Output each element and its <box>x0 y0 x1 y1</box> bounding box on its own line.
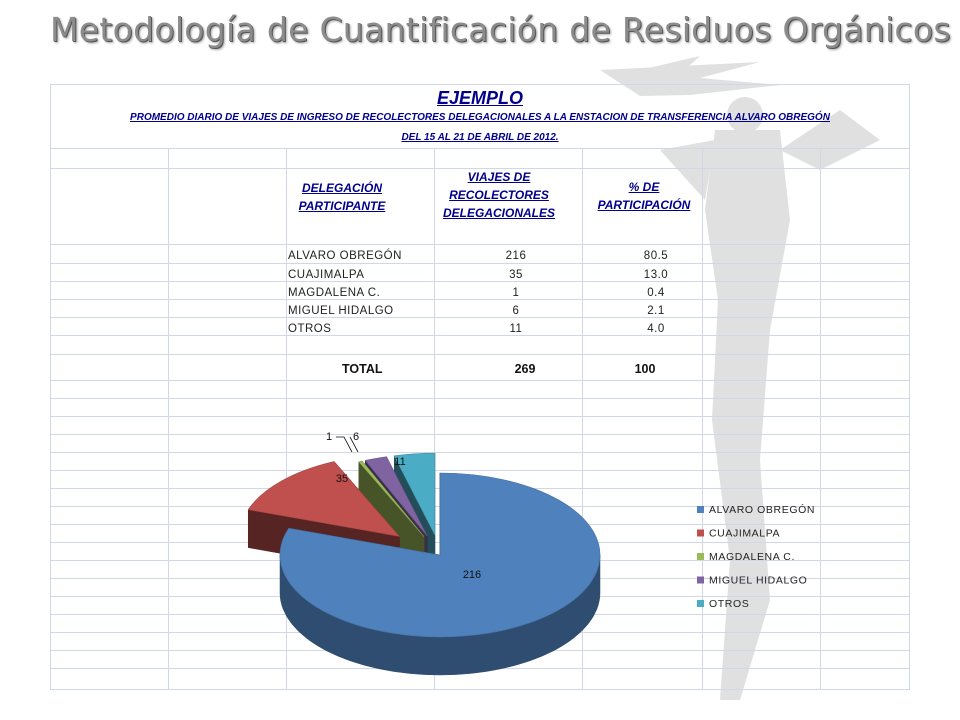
subtitle-line-1: PROMEDIO DIARIO DE VIAJES DE INGRESO DE RECOLECTORES DELEGACIONALES A LA ENSTACION DE TRANSFERENCIA ALVARO OBREGÓN <box>130 112 830 123</box>
header-porcentaje-line1: % DE <box>628 180 660 194</box>
row-pct: 4.0 <box>647 323 665 335</box>
row-name: ALVARO OBREGÓN <box>288 250 402 262</box>
legend-swatch <box>697 553 704 560</box>
pie-data-label: 6 <box>352 431 360 443</box>
legend-entry-label: MAGDALENA C. <box>709 551 795 563</box>
legend-swatch <box>697 577 704 584</box>
slide-title: Metodología de Cuantificación de Residuos Orgánicos <box>50 10 951 49</box>
pie-data-label: 216 <box>462 569 482 581</box>
row-pct: 2.1 <box>647 305 665 317</box>
header-delegacion-line1: DELEGACIÓN <box>301 181 382 195</box>
subtitle-line-2: DEL 15 AL 21 DE ABRIL DE 2012. <box>401 132 559 143</box>
example-title: EJEMPLO <box>436 88 524 108</box>
row-trips: 216 <box>505 250 527 262</box>
row-name: OTROS <box>288 323 332 335</box>
pie-data-label: 35 <box>335 473 349 485</box>
row-trips: 6 <box>512 305 520 317</box>
header-viajes-line2: RECOLECTORES <box>449 188 549 202</box>
legend-entry-label: MIGUEL HIDALGO <box>709 574 808 587</box>
header-viajes-line3: DELEGACIONALES <box>442 206 555 220</box>
row-trips: 1 <box>512 287 520 299</box>
row-name: MIGUEL HIDALGO <box>288 305 394 317</box>
row-trips: 35 <box>509 269 523 281</box>
total-label: TOTAL <box>342 362 383 376</box>
row-name: CUAJIMALPA <box>288 269 365 281</box>
legend-entry-label: OTROS <box>709 598 750 610</box>
legend-swatch <box>697 530 704 537</box>
pie-data-label: 11 <box>394 456 406 468</box>
legend-swatch <box>697 600 704 607</box>
pie-data-label: 1 <box>325 431 333 443</box>
header-viajes-line1: VIAJES DE <box>467 170 531 184</box>
header-delegacion-line2: PARTICIPANTE <box>298 199 386 213</box>
row-pct: 0.4 <box>647 287 665 299</box>
header-porcentaje-line2: PARTICIPACIÓN <box>597 198 691 212</box>
row-trips: 11 <box>509 323 523 335</box>
row-pct: 13.0 <box>643 269 669 281</box>
total-pct: 100 <box>634 362 656 376</box>
legend-entry-label: CUAJIMALPA <box>709 527 781 540</box>
row-pct: 80.5 <box>643 250 669 262</box>
label-leader-line <box>336 437 352 452</box>
legend-entry-label: ALVARO OBREGÓN <box>709 504 816 516</box>
total-trips: 269 <box>514 362 536 376</box>
legend-swatch <box>697 506 704 513</box>
row-name: MAGDALENA C. <box>288 287 381 299</box>
